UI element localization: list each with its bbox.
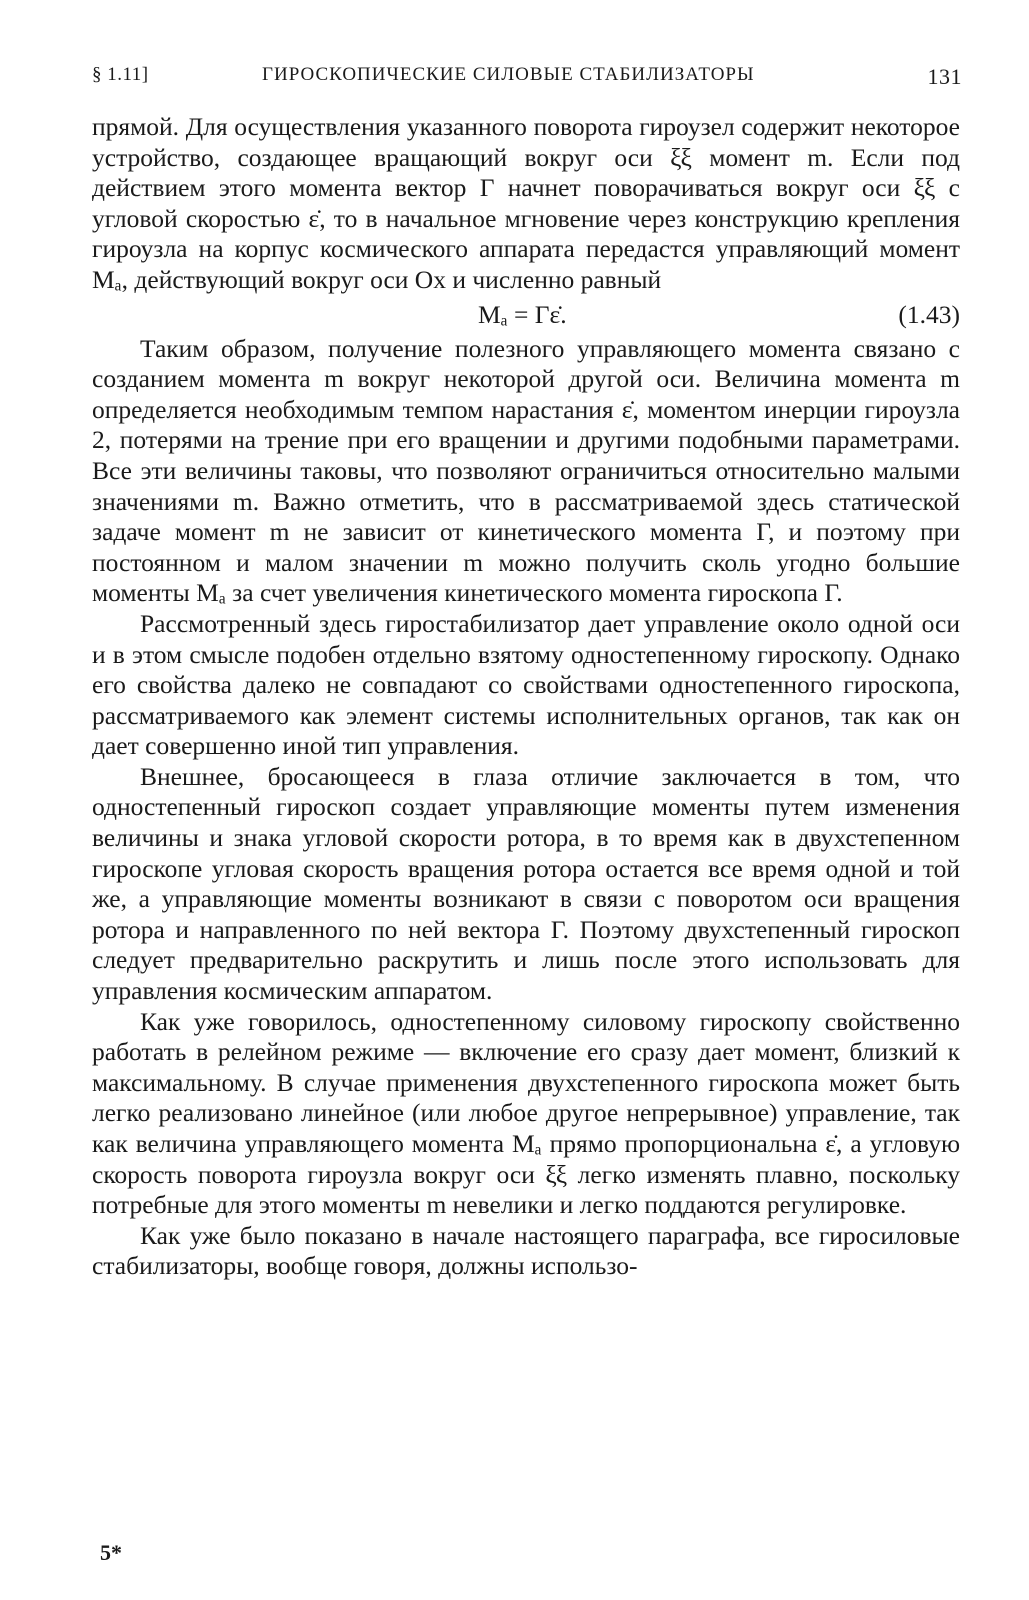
equation-formula: Mₐ = Гε̇. (478, 299, 567, 329)
paragraph-5: Как уже говорилось, одностепенному силовому гироскопу свойственно работать в релейном режиме — включение его сразу дает момент, близкий к максимальному. В случае применения двухстепенного гироскопа может быть легко реализовано линейное (или любое другое непрерывное) управление, так как величина управляющего момента Mₐ прямо пропорциональна ε̇, а угловую скорость поворота гироузла вокруг оси ξξ легко изменять плавно, поскольку потребные для этого моменты m невелики и легко поддаются регулировке. (92, 1006, 960, 1220)
signature-mark: 5* (100, 1540, 122, 1565)
paragraph-3: Рассмотренный здесь гиростабилизатор дает управление около одной оси и в этом смысле подобен отдельно взятому одностепенному гироскопу. Однако его свойства далеко не совпадают со свойствами одностепенного гироскопа, рассматриваемого как элемент системы исполнительных органов, так как он дает совершенно иной тип управления. (92, 608, 960, 761)
section-reference: § 1.11] (92, 64, 149, 85)
page-body (92, 112, 960, 1282)
paragraph-4: Внешнее, бросающееся в глаза отличие заключается в том, что одностепенный гироскоп создает управляющие моменты путем изменения величины и знака угловой скорости ротора, в то время как в двухстепенном гироскопе угловая скорость вращения ротора остается все время одной и той же, а управляющие моменты возникают в связи с поворотом оси вращения ротора и направленного по ней вектора Г. Поэтому двухстепенный гироскоп следует предварительно раскрутить и лишь после этого использовать для управления космическим аппаратом. (92, 761, 960, 1006)
page-number: 131 (927, 64, 962, 89)
running-header (92, 64, 962, 94)
paragraph-1: прямой. Для осуществления указанного поворота гироузел содержит некоторое устройство, создающее вращающий вокруг оси ξξ момент m. Если под действием этого момента вектор Г начнет поворачиваться вокруг оси ξξ с угловой скоростью ε̇, то в начальное мгновение через конструкцию крепления гироузла на корпус космического аппарата передастся управляющий момент Mₐ, действующий вокруг оси Ox и численно равный (92, 112, 960, 294)
equation-1-43 (92, 298, 960, 332)
paragraph-6: Как уже было показано в начале настоящего параграфа, все гиросиловые стабилизаторы, вообще говоря, должны использо- (92, 1220, 960, 1281)
running-title: ГИРОСКОПИЧЕСКИЕ СИЛОВЫЕ СТАБИЛИЗАТОРЫ (262, 64, 755, 85)
paragraph-2: Таким образом, получение полезного управляющего момента связано с созданием момента m вокруг некоторой другой оси. Величина момента m определяется необходимым темпом нарастания ε̇, моментом инерции гироузла 2, потерями на трение при его вращении и другими подобными параметрами. Все эти величины таковы, что позволяют ограничиться относительно малыми значениями m. Важно отметить, что в рассматриваемой здесь статической задаче момент m не зависит от кинетического момента Г, и поэтому при постоянном и малом значении m можно получить сколь угодно большие моменты Mₐ за счет увеличения кинетического момента гироскопа Г. (92, 333, 960, 608)
equation-number: (1.43) (898, 299, 960, 329)
